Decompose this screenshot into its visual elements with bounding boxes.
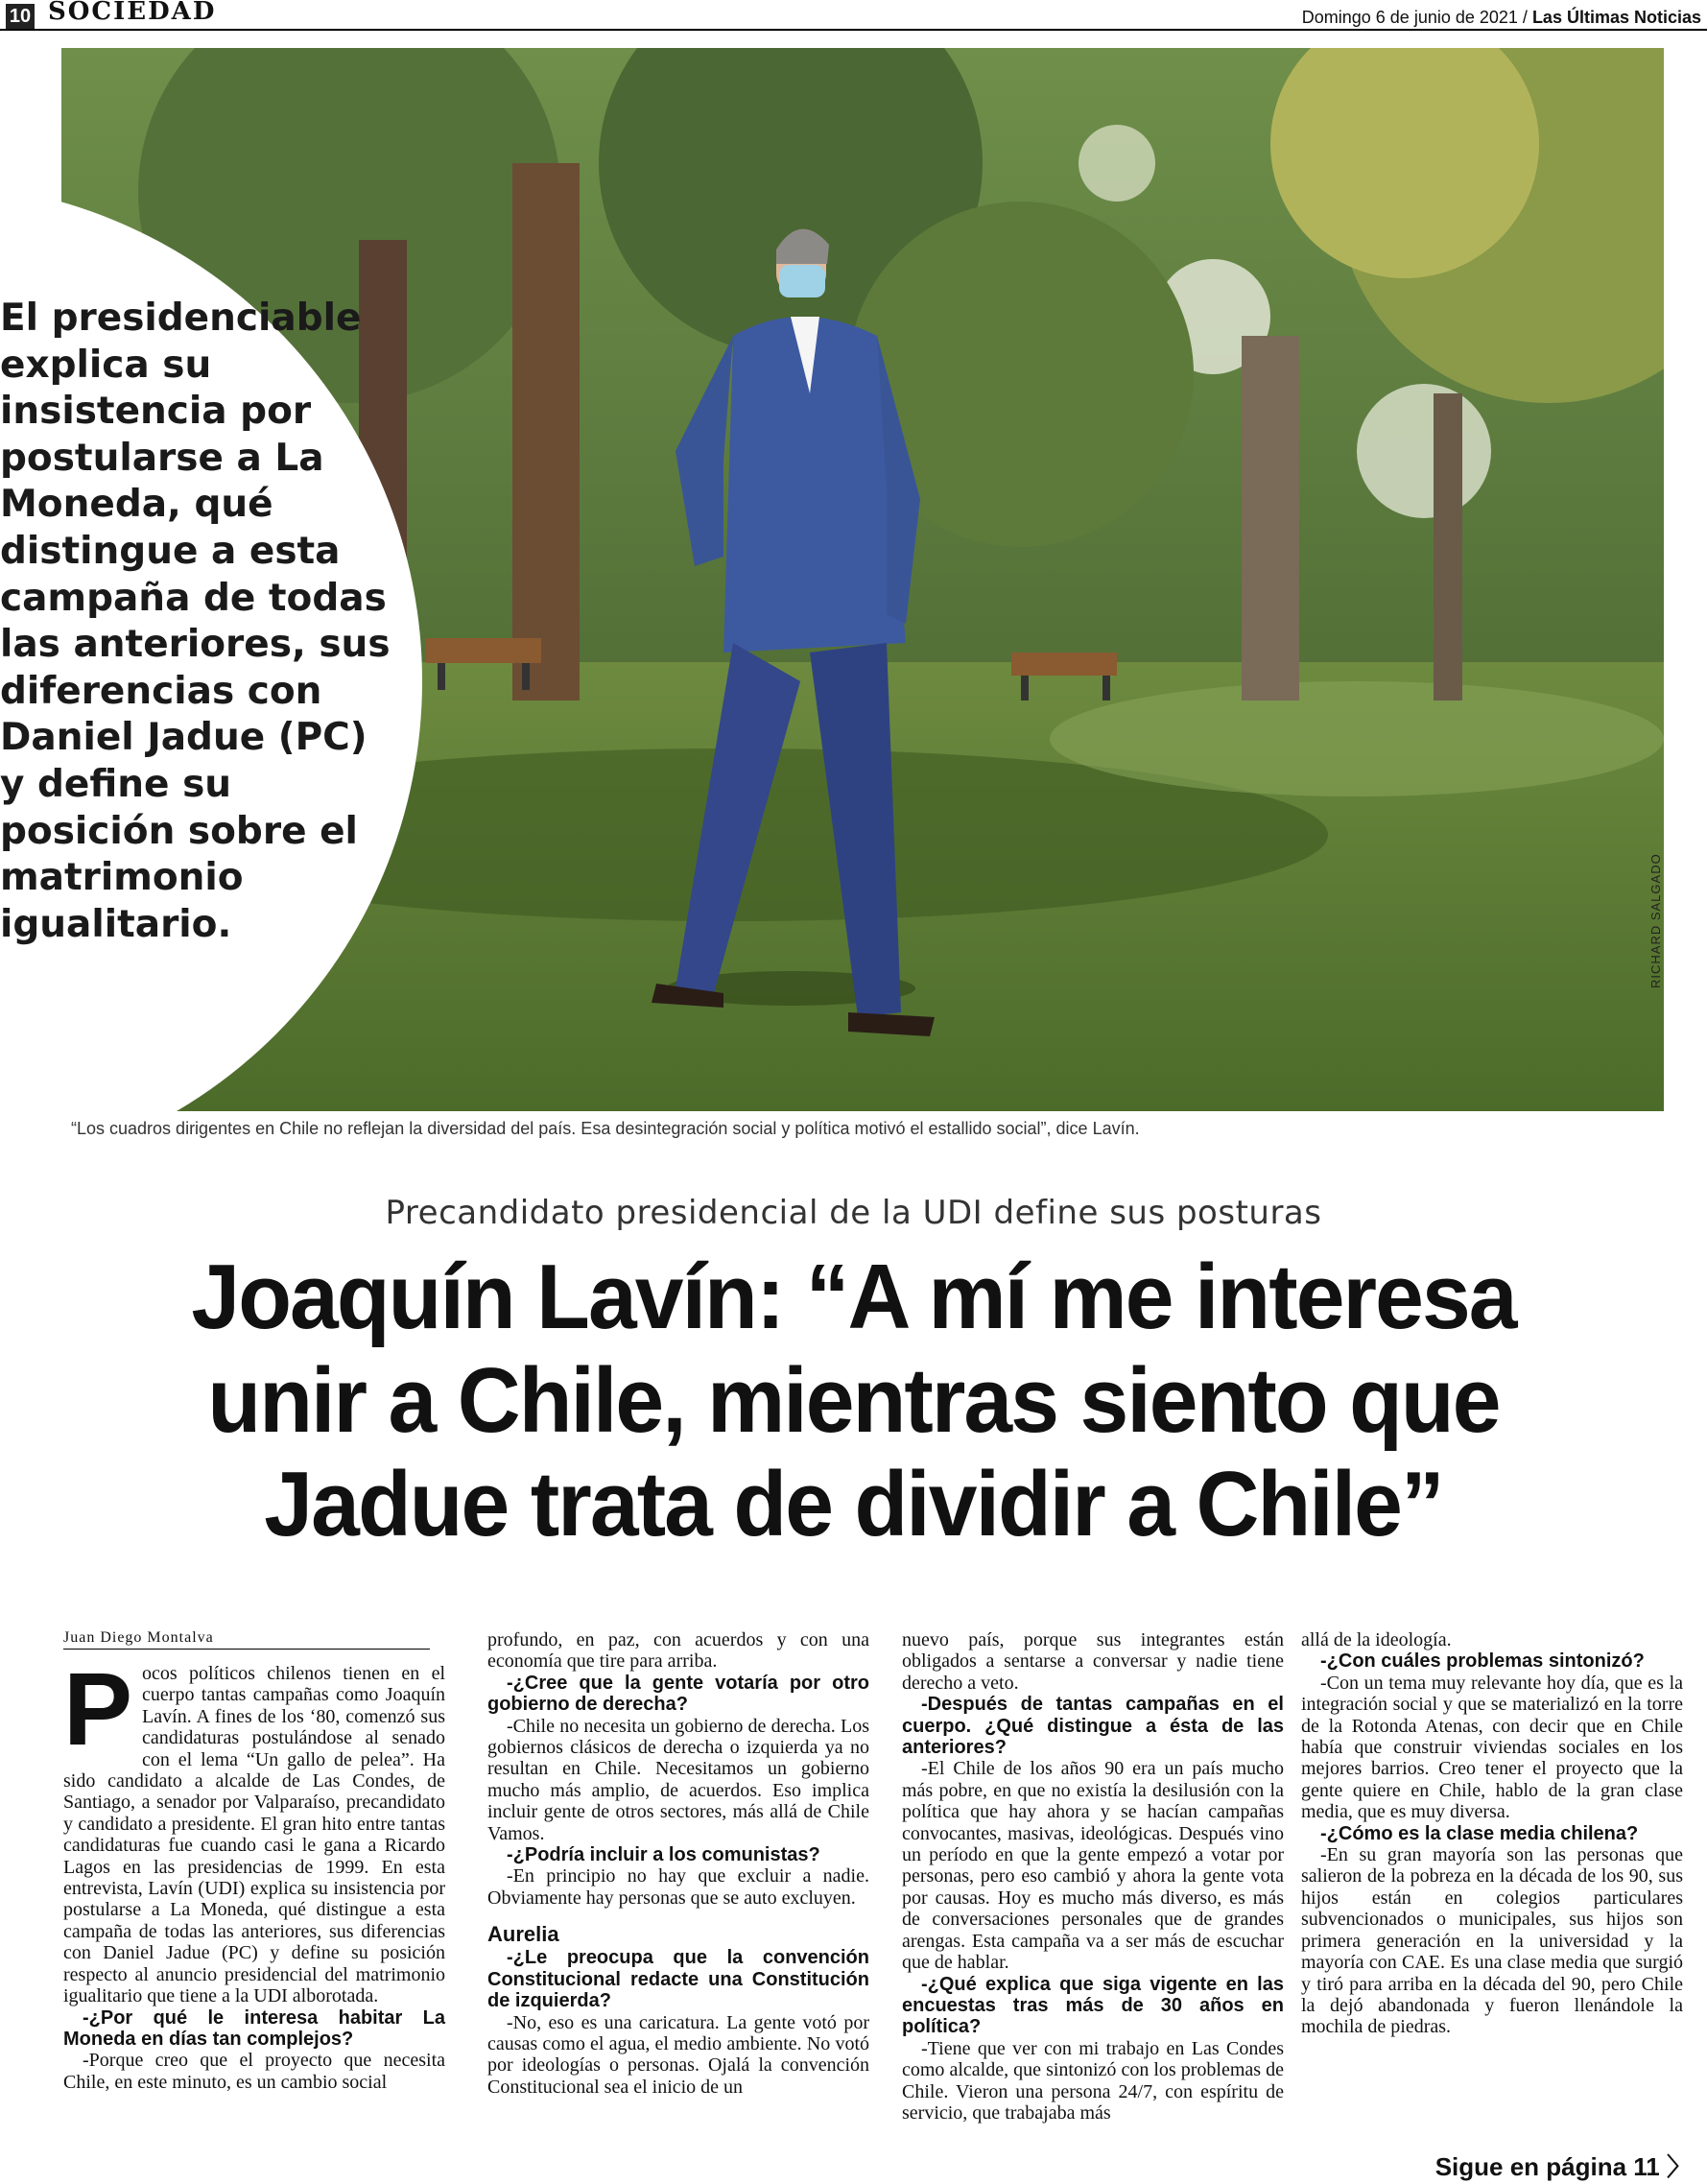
question: -¿Cómo es la clase media chilena? — [1320, 1822, 1639, 1844]
question: -¿Cree que la gente votaría por otro gobierno de derecha? — [487, 1672, 869, 1716]
lede-text: El presidenciable explica su insistencia por postularse a La Moneda, qué distingue a esta campaña de todas las anteriores, sus diferencias con Daniel Jadue (PC) y define su posición sobre el matrimonio igualitario. — [0, 297, 391, 946]
answer: -Con un tema muy relevante hoy día, que es la integración social y que se materializó en la torre de la Rotonda Atenas, con decir que en Chile había que construir viviendas sociales en los mejores barrios. Creo tener el proyecto que la gente quiere en Chile, hablo de la gran clase media, que es muy diversa. — [1301, 1672, 1683, 1823]
answer: -Chile no necesita un gobierno de derecha. Los gobiernos clásicos de derecha o izquierda ya no resultan en Chile. Necesitamos un gobierno mucho más amplio, de acuerdos. Eso implica incluir gente de otros sectores, más allá de Chile Vamos. — [487, 1715, 869, 1844]
article-column-4 — [1301, 1629, 1683, 2038]
photo-caption: “Los cuadros dirigentes en Chile no reflejan la diversidad del país. Esa desintegración social y política motivó el estallido social”, dice Lavín. — [71, 1119, 1140, 1138]
question: -¿Qué explica que siga vigente en las encuestas tras más de 30 años en política? — [902, 1973, 1284, 2038]
subhead: Aurelia — [487, 1922, 559, 1947]
page-header — [0, 0, 1707, 33]
question: -¿Por qué le interesa habitar La Moneda en días tan complejos? — [63, 2006, 445, 2050]
photo-credit: RICHARD SALGADO — [1648, 853, 1663, 988]
question: -¿Podría incluir a los comunistas? — [507, 1844, 820, 1866]
headline-line-2: unir a Chile, mientras siento que — [207, 1349, 1500, 1452]
kicker: Precandidato presidencial de la UDI define sus posturas — [385, 1194, 1322, 1232]
page-number: 10 — [6, 4, 35, 29]
continued-on-page-link[interactable]: Sigue en página 11 〉 — [1434, 2152, 1692, 2181]
publication-name: Las Últimas Noticias — [1531, 8, 1701, 27]
intro-paragraph: ocos políticos chilenos tienen en el cuerpo tantas campañas como Joaquín Lavín. A fines de los ‘80, comenzó sus candidaturas postulándose al senado con el lema “Un gallo de pelea”. Ha sido candidato a alcalde de Las Condes, de Santiago, a senador por Valparaíso, precandidato y candidato a presidente. El gran hito entre tantas candidaturas fue cuando casi le gana a Ricardo Lagos en las presidencias de 1999. En esta entrevista, Lavín (UDI) explica su insistencia por postularse a La Moneda, qué distingue a esta campaña de todas las anteriores, sus diferencias con Daniel Jadue (PC) y define su posición respecto al anuncio presidencial del matrimonio igualitario que tiene a la UDI alborotada. — [63, 1663, 445, 2007]
question: -¿Con cuáles problemas sintonizó? — [1320, 1650, 1645, 1673]
headline — [42, 1246, 1664, 1556]
answer: -Tiene que ver con mi trabajo en Las Condes como alcalde, que sintonizó con los problemas de Chile. Vieron una persona 24/7, con espíritu de servicio, que trabajaba más — [902, 2037, 1284, 2124]
dateline — [1302, 8, 1701, 28]
answer: -En su gran mayoría son las personas que salieron de la pobreza en la década de los 90, sus hijos están en colegios particulares subvencionados o municipales, sus hijos son primera generación en la universidad y la mayoría con CAE. Es una clase media que surgió y tiró para arriba en la década del 90, pero Chile la dejó abandonada y fueron llenándole la mochila de piedras. — [1301, 1844, 1683, 2038]
answer: allá de la ideología. — [1301, 1629, 1452, 1650]
header-rule — [0, 29, 1707, 31]
answer: -Porque creo que el proyecto que necesita Chile, en este minuto, es un cambio social — [63, 2050, 445, 2093]
section-title: SOCIEDAD — [48, 0, 217, 26]
byline: Juan Diego Montalva — [63, 1629, 430, 1650]
answer: -En principio no hay que excluir a nadie. Obviamente hay personas que se auto excluyen. — [487, 1865, 869, 1909]
answer: nuevo país, porque sus integrantes están obligados a sentarse a conversar y nadie tiene derecho a veto. — [902, 1629, 1284, 1694]
article-column-3 — [902, 1629, 1284, 2124]
answer: -El Chile de los años 90 era un país mucho más pobre, en que no existía la desilusión con la política que hay ahora y se hacían campañas convocantes, masivas, ideológicas. Después vino un período en que la gente empezó a votar por personas, pero eso cambió y ahora la gente vota por causas. Hoy es mucho más diverso, es más de conversaciones personales que de grandes arengas. Esta campaña va a ser más de escuchar que de hablar. — [902, 1758, 1284, 1974]
question: -Después de tantas campañas en el cuerpo. ¿Qué distingue a ésta de las anteriores? — [902, 1694, 1284, 1759]
drop-cap: P — [63, 1650, 133, 1767]
article-column-2 — [487, 1629, 869, 2098]
answer: -No, eso es una caricatura. La gente votó por causas como el agua, el medio ambiente. No votó por ideologías o personas. Ojalá la convención Constitucional sea el inicio de un — [487, 2011, 869, 2098]
article-column-1 — [63, 1629, 445, 2093]
answer: profundo, en paz, con acuerdos y con una economía que tire para arriba. — [487, 1629, 869, 1673]
issue-date: Domingo 6 de junio de 2021 / — [1301, 8, 1528, 27]
question: -¿Le preocupa que la convención Constitucional redacte una Constitución de izquierda? — [487, 1947, 869, 2012]
headline-line-1: Joaquín Lavín: “A mí me interesa — [191, 1246, 1516, 1348]
headline-line-3: Jadue trata de dividir a Chile” — [264, 1453, 1443, 1555]
